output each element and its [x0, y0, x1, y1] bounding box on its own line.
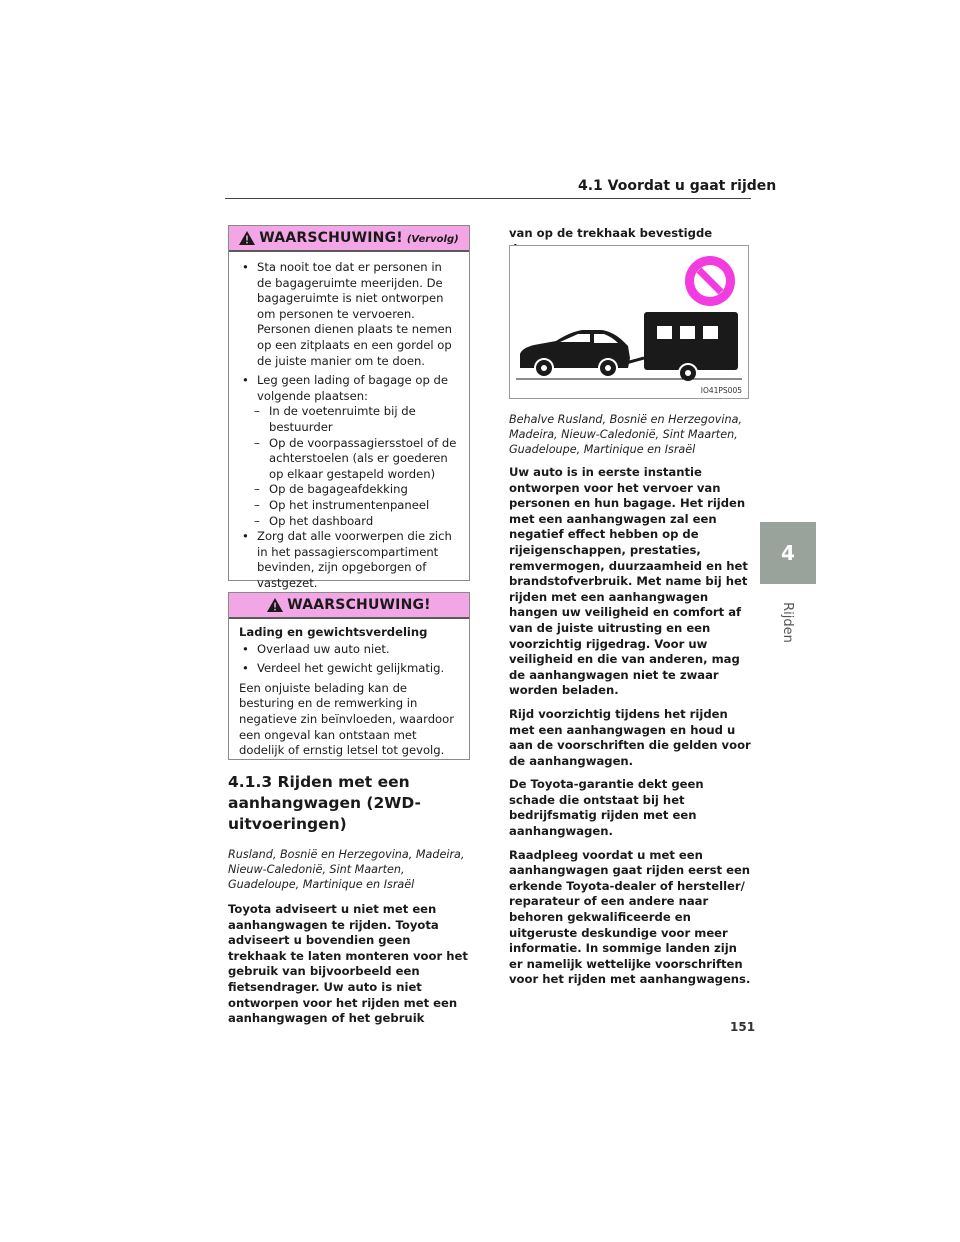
warning-sub-bullet: – In de voetenruimte bij de bestuurder: [239, 404, 459, 435]
warning-bullet: • Zorg dat alle voorwerpen die zich in het passagierscompartiment bevinden, zijn opgeborgen of vastgezet.: [239, 529, 459, 591]
warning-subheading: Lading en gewichtsverdeling: [239, 625, 428, 639]
region-note: Rusland, Bosnië en Herzegovina, Madeira, Nieuw-Caledonië, Sint Maarten, Guadeloupe, Martinique en Israël: [228, 848, 465, 891]
figure-no-trailer: [509, 245, 749, 399]
car-with-trailer-prohibited-illustration: [510, 246, 748, 398]
warning-box-loading: [228, 592, 470, 760]
figure-code: IO41PS005: [700, 386, 742, 395]
warning-continued-label: (Vervolg): [406, 234, 459, 245]
section-intro: Toyota adviseert u niet met een aanhangwagen te rijden. Toyota adviseert u bovendien geen trekhaak te laten monteren voor het gebruik van bijvoorbeeld een fietsendrager. Uw auto is niet ontworpen voor het rijden met een aanhangwagen of het gebruik: [228, 902, 468, 1026]
trailer-icon: [626, 312, 738, 382]
warning-sub-bullet: – Op de bagageafdekking: [239, 482, 459, 498]
section-left: [228, 772, 468, 1027]
warning-bullet: • Leg geen lading of bagage op de volgende plaatsen:: [239, 373, 459, 404]
warning-body: [229, 252, 469, 591]
chapter-label-container: [765, 592, 809, 652]
header-rule: [225, 198, 751, 199]
warning-bullet: • Verdeel het gewicht gelijkmatig.: [239, 661, 459, 677]
warning-triangle-icon: [267, 598, 283, 612]
prohibition-icon: [685, 256, 735, 306]
warning-header: [229, 226, 469, 252]
warning-bullet: • Sta nooit toe dat er personen in de bagageruimte meerijden. De bagageruimte is niet ontworpen om personen te vervoeren. Personen dienen plaats te nemen op een zitplaats en een gordel op de juiste manier om te doen.: [239, 260, 459, 369]
warning-box-continued: [228, 225, 470, 590]
body-paragraph: De Toyota-garantie dekt geen schade die ontstaat bij het bedrijfsmatig rijden met een aanhangwagen.: [509, 777, 704, 839]
body-paragraph: Uw auto is in eerste instantie ontworpen voor het vervoer van personen en hun bagage. Het rijden met een aanhangwagen zal een negatief effect hebben op de rijeigenschappen, prestaties, remvermogen, duurzaamheid en het brandstofverbruik. Met name bij het rijden met een aanhangwagen hangen uw veiligheid en comfort af van de juiste uitrusting en een voorzichtig rijgedrag. Voor uw veiligheid en die van anderen, mag de aanhangwagen niet te zwaar worden beladen.: [509, 465, 748, 698]
body-paragraph: Raadpleeg voordat u met een aanhangwagen gaat rijden eerst een erkende Toyota-dealer of hersteller/ reparateur of een andere naar behoren gekwalificeerde en uitgeruste deskundige voor meer informatie. In sommige landen zijn er namelijk wettelijke voorschriften voor het rijden met aanhangwagens.: [509, 847, 751, 987]
warning-triangle-icon: [239, 231, 255, 245]
region-note: Behalve Rusland, Bosnië en Herzegovina, Madeira, Nieuw-Caledonië, Sint Maarten, Guadeloupe, Martinique en Israël: [509, 413, 742, 456]
chapter-label: Rijden: [779, 601, 795, 643]
warning-bullet: • Overlaad uw auto niet.: [239, 642, 459, 658]
running-header: 4.1 Voordat u gaat rijden: [578, 178, 777, 194]
warning-sub-bullet: – Op het instrumentenpaneel: [239, 498, 459, 514]
warning-header: [229, 593, 469, 619]
car-icon: [520, 330, 630, 377]
warning-sub-bullet: – Op de voorpassagiersstoel of de achterstoelen (als er goederen op elkaar gestapeld worden): [239, 436, 459, 483]
warning-title: WAARSCHUWING!: [259, 230, 403, 246]
section-right: [509, 412, 753, 992]
chapter-tab: [760, 522, 816, 584]
warning-title: WAARSCHUWING!: [287, 597, 431, 613]
chapter-number: 4: [781, 541, 795, 565]
intro-continuation: van op de trekhaak bevestigde: [509, 226, 713, 240]
warning-paragraph: Een onjuiste belading kan de besturing en de remwerking in negatieve zin beïnvloeden, waardoor een ongeval kan ontstaan met dodelijk of ernstig letsel tot gevolg.: [239, 680, 455, 758]
section-title: 4.1.3 Rijden met een aanhangwagen (2WD-uitvoeringen): [228, 773, 421, 833]
warning-body: [229, 619, 469, 759]
warning-sub-bullet: – Op het dashboard: [239, 514, 459, 530]
body-paragraph: Rijd voorzichtig tijdens het rijden met een aanhangwagen en houd u aan de voorschriften die gelden voor de aanhangwagen.: [509, 706, 751, 768]
page-number: 151: [730, 1020, 756, 1034]
